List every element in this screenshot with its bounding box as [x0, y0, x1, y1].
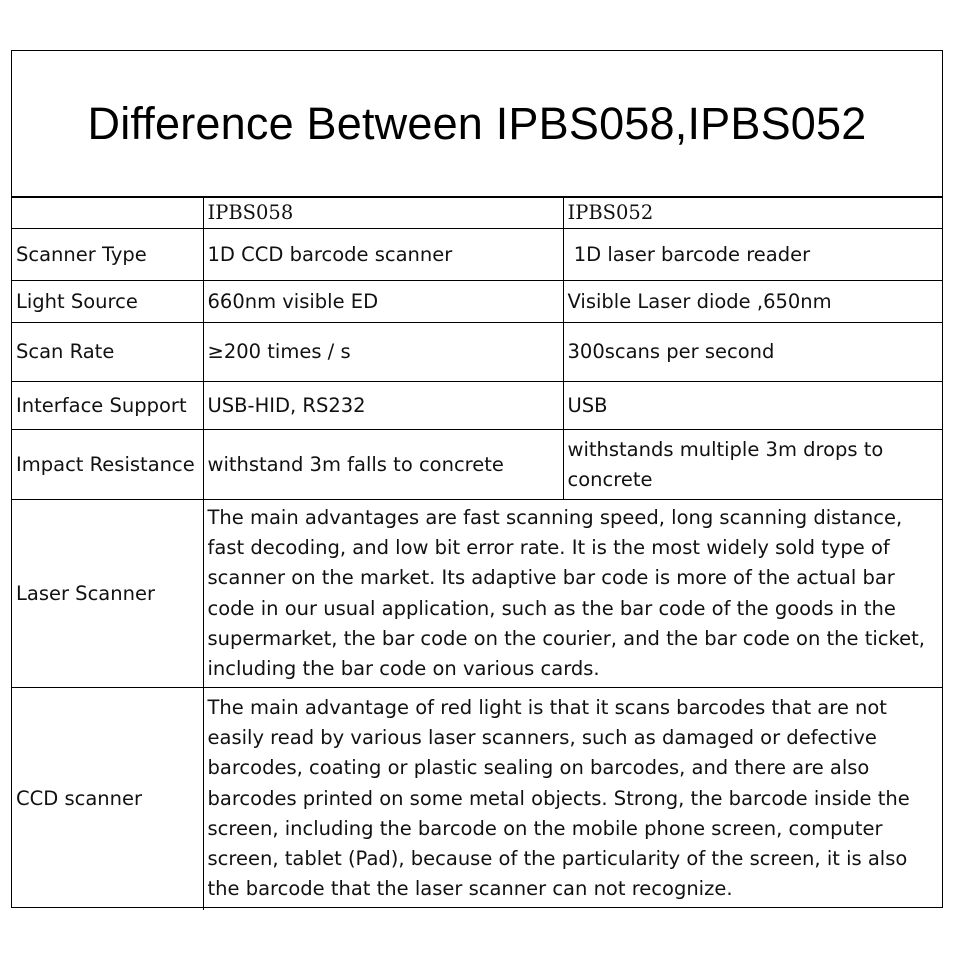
cell-ipbs058: withstand 3m falls to concrete [203, 430, 563, 500]
cell-ipbs058: ≥200 times / s [203, 323, 563, 382]
comparison-sheet [11, 50, 943, 908]
row-label: Impact Resistance [12, 430, 203, 500]
table-row [12, 229, 942, 281]
cell-ipbs058: 660nm visible ED [203, 281, 563, 323]
row-label: CCD scanner [12, 688, 203, 910]
description-row [12, 500, 942, 688]
description-row [12, 688, 942, 910]
table-row [12, 323, 942, 382]
cell-ipbs052: 300scans per second [563, 323, 942, 382]
header-row [12, 198, 942, 229]
page-title: Difference Between IPBS058,IPBS052 [87, 97, 867, 149]
comparison-table [12, 197, 942, 910]
cell-ipbs058: USB-HID, RS232 [203, 382, 563, 430]
cell-ipbs052: USB [563, 382, 942, 430]
row-label: Scan Rate [12, 323, 203, 382]
table-row [12, 430, 942, 500]
table-row [12, 281, 942, 323]
cell-ipbs052: 1D laser barcode reader [563, 229, 942, 281]
header-cell-ipbs052: IPBS052 [563, 198, 942, 229]
cell-ipbs052: withstands multiple 3m drops to concrete [563, 430, 942, 500]
table-row [12, 382, 942, 430]
row-label: Light Source [12, 281, 203, 323]
row-label: Laser Scanner [12, 500, 203, 688]
header-cell-ipbs058: IPBS058 [203, 198, 563, 229]
cell-ipbs052: Visible Laser diode ,650nm [563, 281, 942, 323]
description-text: The main advantage of red light is that it scans barcodes that are not easily read by various laser scanners, such as damaged or defective barcodes, coating or plastic sealing on barcodes, and there are also barcodes printed on some metal objects. Strong, the barcode inside the screen, including the barcode on the mobile phone screen, computer screen, tablet (Pad), because of the particularity of the screen, it is also the barcode that the laser scanner can not recognize. [203, 688, 942, 910]
cell-ipbs058: 1D CCD barcode scanner [203, 229, 563, 281]
row-label: Interface Support [12, 382, 203, 430]
row-label: Scanner Type [12, 229, 203, 281]
title-box [12, 51, 942, 197]
description-text: The main advantages are fast scanning speed, long scanning distance, fast decoding, and low bit error rate. It is the most widely sold type of scanner on the market. Its adaptive bar code is more of the actual bar code in our usual application, such as the bar code of the goods in the supermarket, the bar code on the courier, and the bar code on the ticket, including the bar code on various cards. [203, 500, 942, 688]
header-cell-blank [12, 198, 203, 229]
